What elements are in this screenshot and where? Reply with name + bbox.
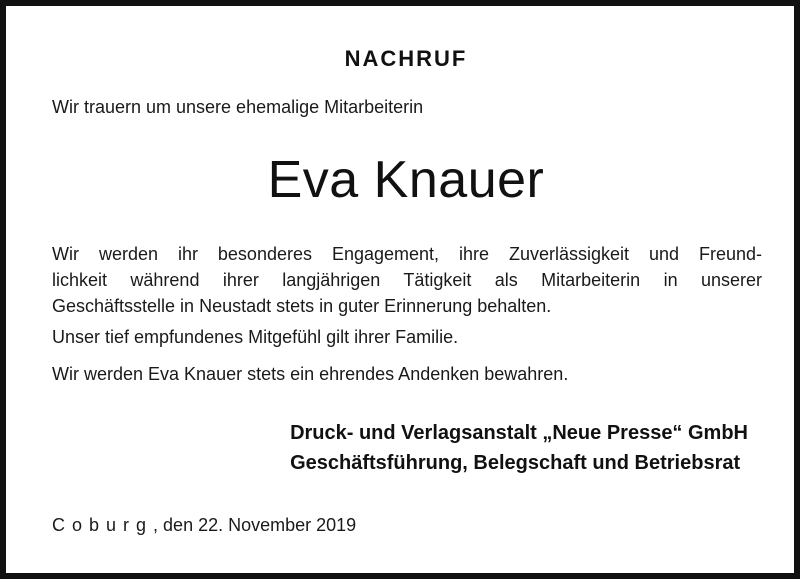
notice-heading: NACHRUF (344, 46, 468, 71)
remembrance-paragraph (52, 361, 762, 387)
condolence-line: Unser tief empfundenes Mitgefühl gilt ihrer Familie. (52, 327, 459, 347)
tribute-line: Wir werden ihr besonderes Engagement, ihre Zuverlässigkeit und Freund- (52, 244, 762, 264)
dateline (52, 515, 356, 536)
deceased-name: Eva Knauer (267, 151, 545, 209)
tribute-line: Geschäftsstelle in Neustadt stets in guter Erinnerung behalten. (52, 296, 552, 316)
condolence-paragraph (52, 324, 762, 350)
tribute-paragraph (52, 241, 762, 319)
dateline-city: Coburg (52, 515, 154, 535)
intro-text: Wir trauern um unsere ehemalige Mitarbeiterin (52, 97, 424, 117)
remembrance-line: Wir werden Eva Knauer stets ein ehrendes Andenken bewahren. (52, 364, 569, 384)
dateline-date: , den 22. November 2019 (153, 515, 357, 535)
signer-company: Druck- und Verlagsanstalt „Neue Presse“ GmbH (290, 422, 748, 444)
signers-block (290, 418, 748, 478)
signer-groups: Geschäftsführung, Belegschaft und Betriebsrat (290, 452, 741, 474)
tribute-line: lichkeit während ihrer langjährigen Tätigkeit als Mitarbeiterin in unserer (52, 270, 762, 290)
